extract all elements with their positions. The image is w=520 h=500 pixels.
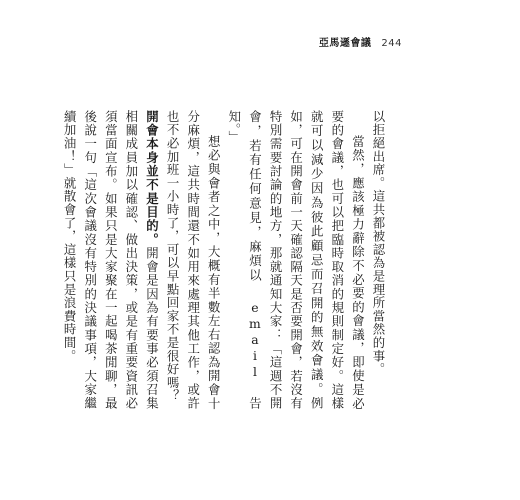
paragraph bbox=[59, 110, 162, 410]
body-text bbox=[59, 110, 389, 410]
paragraph-text: 當然，應該極力辭除不必要的會議，即使是必要的會議，也可以把臨時取消的規則制定好。這樣就可以減少因為彼此顧忌而召開的無效會議。例如，可在開會前一天確認隔天是否要開會，若沒有特別需要討論的地方，那就通知大家：「這週不開會，若有任何意見，麻煩以 email 告知。」 bbox=[226, 110, 366, 410]
paragraph-text: 以拒絕出席。這共都被認為是理所當然的事。 bbox=[371, 110, 386, 376]
paragraph bbox=[161, 110, 223, 410]
emphasized-text: 開會本身並不是目的。 bbox=[144, 110, 160, 247]
paragraph-text: 想必與會者之中，大概有半數左右認為開會十分麻煩，這共時間還不如用來處理其他工作，或許也不必加班一小時了，可以早點回家不是很好嗎？ bbox=[165, 110, 222, 410]
page-number: 244 bbox=[381, 38, 402, 49]
book-title: 亞馬遜會議 bbox=[318, 38, 372, 49]
paragraph bbox=[223, 110, 367, 410]
paragraph-text: 開會是因為有要事必須召集相關成員加以確認、做出決策，或是有重要資訊必須當面宣布。如果只是大家聚在一起喝茶閒聊，最後說一句「這次會議沒有特別的決議事項，大家繼續加油！」就散會了，這樣只是浪費時間。 bbox=[62, 110, 160, 411]
running-header bbox=[319, 34, 402, 49]
paragraph bbox=[367, 110, 388, 410]
